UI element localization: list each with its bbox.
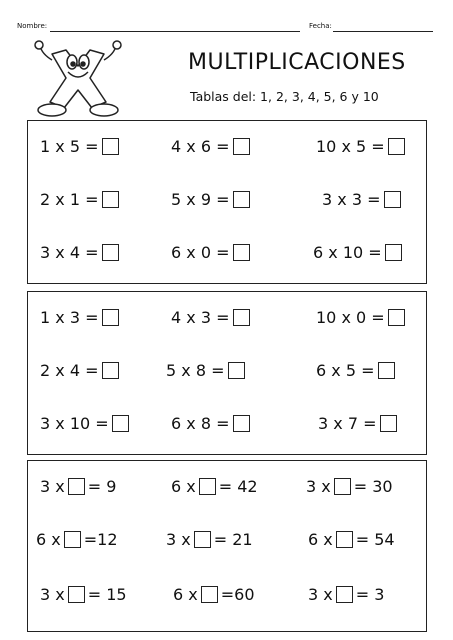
equation-text: 3 x 3 = [322,189,381,209]
answer-box[interactable] [68,478,85,495]
equation-text: 6 x 5 = [316,360,375,380]
exercise-3-2 [171,475,258,497]
exercise-3-4 [36,528,118,550]
answer-box[interactable] [233,138,250,155]
equation-text: 4 x 6 = [171,136,230,156]
exercise-1-2 [171,135,253,157]
exercise-3-1 [40,475,116,497]
answer-box[interactable] [112,415,129,432]
answer-box[interactable] [68,586,85,603]
exercise-2-7 [40,412,132,434]
answer-box[interactable] [228,362,245,379]
answer-box[interactable] [102,138,119,155]
answer-box[interactable] [334,478,351,495]
equation-text: 6 x [36,529,61,549]
answer-box[interactable] [102,309,119,326]
answer-box[interactable] [378,362,395,379]
exercise-1-4 [40,188,122,210]
exercise-2-2 [171,306,253,328]
exercise-3-6 [308,528,395,550]
equation-text: 1 x 3 = [40,307,99,327]
exercise-1-7 [40,241,122,263]
exercise-3-7 [40,583,127,605]
answer-box[interactable] [233,309,250,326]
exercise-panel-2 [27,291,427,455]
exercise-1-8 [171,241,253,263]
answer-box[interactable] [233,244,250,261]
equation-text: 3 x [166,529,191,549]
answer-box[interactable] [336,586,353,603]
exercise-2-3 [316,306,408,328]
equation-result: = 42 [218,476,258,496]
exercise-2-9 [318,412,400,434]
exercise-2-8 [171,412,253,434]
equation-text: 5 x 9 = [171,189,230,209]
exercise-1-5 [171,188,253,210]
equation-text: 6 x [308,529,333,549]
equation-text: 3 x 7 = [318,413,377,433]
answer-box[interactable] [384,191,401,208]
equation-result: =60 [220,584,255,604]
equation-text: 10 x 5 = [316,136,385,156]
answer-box[interactable] [102,244,119,261]
equation-text: 6 x [173,584,198,604]
equation-text: 1 x 5 = [40,136,99,156]
worksheet-title: MULTIPLICACIONES [188,50,406,75]
answer-box[interactable] [380,415,397,432]
equation-text: 6 x 0 = [171,242,230,262]
equation-text: 10 x 0 = [316,307,385,327]
equation-text: 3 x 4 = [40,242,99,262]
worksheet-subtitle: Tablas del: 1, 2, 3, 4, 5, 6 y 10 [190,89,379,104]
answer-box[interactable] [102,191,119,208]
equation-text: 3 x [308,584,333,604]
exercise-1-3 [316,135,408,157]
answer-box[interactable] [64,531,81,548]
answer-box[interactable] [336,531,353,548]
answer-box[interactable] [201,586,218,603]
name-label: Nombre: [17,22,48,30]
equation-text: 6 x 10 = [313,242,382,262]
equation-text: 3 x [306,476,331,496]
equation-result: = 9 [87,476,117,496]
exercise-3-8 [173,583,255,605]
answer-box[interactable] [388,138,405,155]
equation-text: 5 x 8 = [166,360,225,380]
answer-box[interactable] [194,531,211,548]
exercise-2-4 [40,359,122,381]
exercise-2-1 [40,306,122,328]
exercise-panel-3 [27,460,427,632]
equation-result: = 3 [355,584,385,604]
multiplication-sign-mascot-icon [30,40,125,122]
answer-box[interactable] [233,191,250,208]
answer-box[interactable] [102,362,119,379]
equation-result: = 15 [87,584,127,604]
exercise-3-9 [308,583,384,605]
exercise-panel-1 [27,120,427,284]
exercise-3-5 [166,528,253,550]
answer-box[interactable] [385,244,402,261]
equation-text: 3 x [40,584,65,604]
equation-text: 3 x 10 = [40,413,109,433]
date-label: Fecha: [309,22,332,30]
equation-result: =12 [83,529,118,549]
answer-box[interactable] [388,309,405,326]
exercise-1-6 [322,188,404,210]
name-field[interactable] [50,31,300,32]
equation-text: 6 x 8 = [171,413,230,433]
answer-box[interactable] [199,478,216,495]
exercise-3-3 [306,475,393,497]
exercise-2-5 [166,359,248,381]
equation-text: 3 x [40,476,65,496]
answer-box[interactable] [233,415,250,432]
equation-text: 4 x 3 = [171,307,230,327]
equation-text: 2 x 1 = [40,189,99,209]
date-field[interactable] [333,31,433,32]
equation-result: = 54 [355,529,395,549]
exercise-2-6 [316,359,398,381]
equation-text: 6 x [171,476,196,496]
equation-result: = 30 [353,476,393,496]
exercise-1-1 [40,135,122,157]
equation-text: 2 x 4 = [40,360,99,380]
equation-result: = 21 [213,529,253,549]
exercise-1-9 [313,241,405,263]
